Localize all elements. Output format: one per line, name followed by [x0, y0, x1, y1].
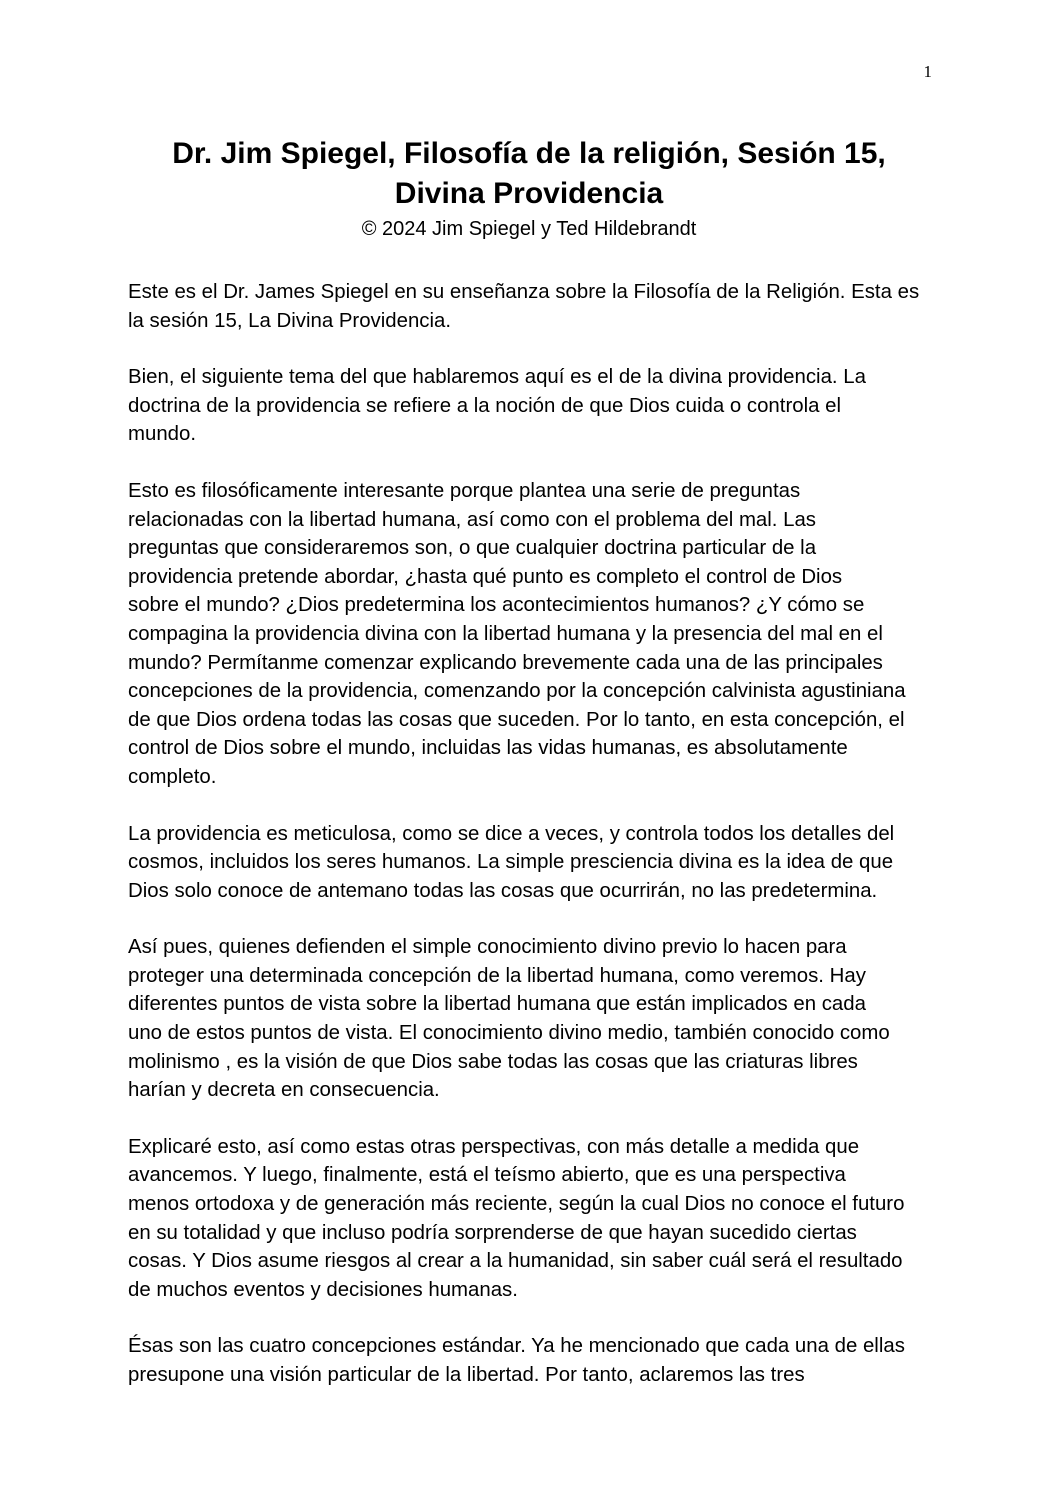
- text-line: La providencia es meticulosa, como se dice a veces, y controla todos los detalles del: [128, 822, 895, 845]
- text-line: molinismo , es la visión de que Dios sabe todas las cosas que las criaturas libres: [128, 1050, 858, 1073]
- paragraph: [128, 363, 934, 449]
- text-line: Así pues, quienes defienden el simple conocimiento divino previo lo hacen para: [128, 936, 847, 959]
- text-line: de que Dios ordena todas las cosas que suceden. Por lo tanto, en esta concepción, el: [128, 708, 905, 731]
- text-line: Este es el Dr. James Spiegel en su enseñanza sobre la Filosofía de la Religión. Esta es: [128, 281, 920, 303]
- text-line: preguntas que consideraremos son, o que cualquier doctrina particular de la: [128, 537, 817, 560]
- text-line: completo.: [128, 765, 217, 788]
- text-line: mundo? Permítanme comenzar explicando brevemente cada una de las principales: [128, 651, 883, 674]
- paragraph: [128, 278, 934, 335]
- text-line: harían y decreta en consecuencia.: [128, 1079, 440, 1102]
- paragraph: [128, 477, 934, 792]
- text-line: Dios solo conoce de antemano todas las cosas que ocurrirán, no las predetermina.: [128, 879, 878, 902]
- text-line: avancemos. Y luego, finalmente, está el teísmo abierto, que es una perspectiva: [128, 1164, 846, 1187]
- text-line: uno de estos puntos de vista. El conocimiento divino medio, también conocido como: [128, 1022, 890, 1045]
- text-line: la sesión 15, La Divina Providencia.: [128, 309, 452, 332]
- text-line: cosmos, incluidos los seres humanos. La simple presciencia divina es la idea de que: [128, 851, 894, 874]
- copyright-notice: © 2024 Jim Spiegel y Ted Hildebrandt: [361, 218, 697, 240]
- text-line: control de Dios sobre el mundo, incluidas las vidas humanas, es absolutamente: [128, 737, 848, 760]
- paragraph: [128, 933, 934, 1105]
- text-line: Explicaré esto, así como estas otras perspectivas, con más detalle a medida que: [128, 1135, 860, 1158]
- title-line: Dr. Jim Spiegel, Filosofía de la religión, Sesión 15,: [172, 137, 886, 170]
- paragraph: [128, 1332, 934, 1389]
- text-line: mundo.: [128, 423, 197, 446]
- paragraph: [128, 820, 934, 906]
- text-line: Esto es filosóficamente interesante porque plantea una serie de preguntas: [128, 479, 801, 502]
- text-line: cosas. Y Dios asume riesgos al crear a la humanidad, sin saber cuál será el resultado: [128, 1250, 903, 1273]
- title-block: [128, 134, 930, 242]
- text-line: proteger una determinada concepción de la libertad humana, como veremos. Hay: [128, 964, 866, 987]
- text-line: presupone una visión particular de la libertad. Por tanto, aclaremos las tres: [128, 1364, 805, 1386]
- document-title: [128, 134, 930, 214]
- text-line: en su totalidad y que incluso podría sorprenderse de que hayan sucedido ciertas: [128, 1221, 857, 1244]
- title-line: Divina Providencia: [394, 177, 664, 210]
- text-line: de muchos eventos y decisiones humanas.: [128, 1278, 518, 1301]
- text-line: Bien, el siguiente tema del que hablaremos aquí es el de la divina providencia. La: [128, 366, 866, 389]
- text-line: diferentes puntos de vista sobre la libertad humana que están implicados en cada: [128, 993, 866, 1016]
- page-number: 1: [923, 62, 932, 81]
- text-line: sobre el mundo? ¿Dios predetermina los acontecimientos humanos? ¿Y cómo se: [128, 594, 865, 617]
- text-line: providencia pretende abordar, ¿hasta qué punto es completo el control de Dios: [128, 565, 843, 588]
- text-line: compagina la providencia divina con la libertad humana y la presencia del mal en el: [128, 622, 883, 645]
- text-line: relacionadas con la libertad humana, así como con el problema del mal. Las: [128, 508, 817, 531]
- paragraph: [128, 1133, 934, 1305]
- text-line: doctrina de la providencia se refiere a la noción de que Dios cuida o controla el: [128, 394, 841, 417]
- text-line: concepciones de la providencia, comenzando por la concepción calvinista agustiniana: [128, 680, 906, 703]
- text-line: menos ortodoxa y de generación más reciente, según la cual Dios no conoce el futuro: [128, 1193, 905, 1216]
- body-text: [128, 278, 934, 1418]
- text-line: Ésas son las cuatro concepciones estándar. Ya he mencionado que cada una de ellas: [128, 1335, 905, 1358]
